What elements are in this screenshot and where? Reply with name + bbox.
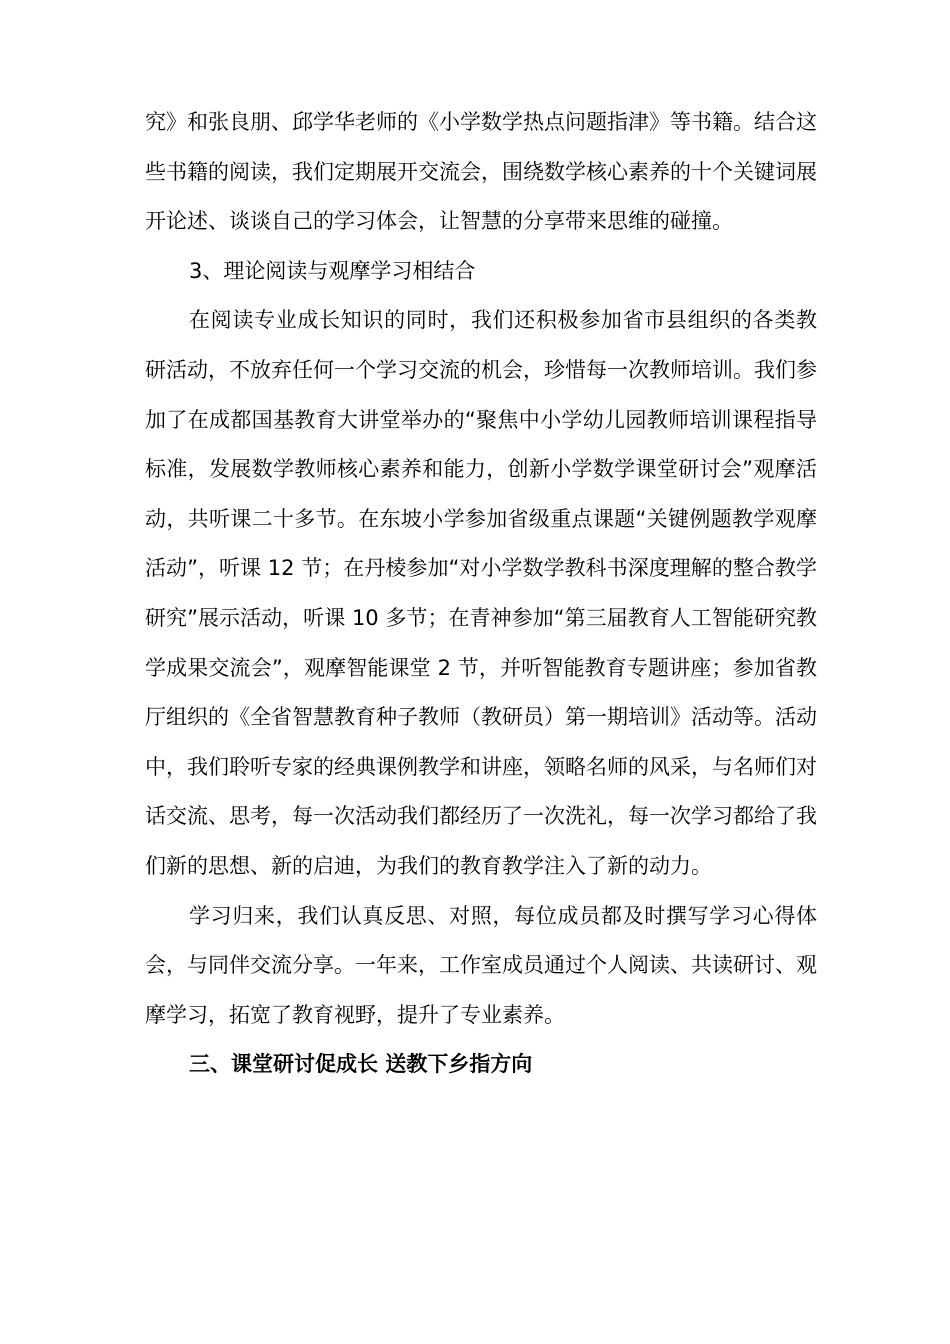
document-page bbox=[145, 98, 817, 1090]
paragraph-reading-exchange: 究》和张良朋、邱学华老师的《小学数学热点问题指津》等书籍。结合这些书籍的阅读，我们定期展开交流会，围绕数学核心素养的十个关键词展开论述、谈谈自己的学习体会，让智慧的分享带来思维的碰撞。 bbox=[145, 110, 817, 234]
subheading-theory-and-observation: 3、理论阅读与观摩学习相结合 bbox=[189, 258, 476, 283]
paragraph-reflection-sharing: 学习归来，我们认真反思、对照，每位成员都及时撰写学习心得体会，与同伴交流分享。一年来，工作室成员通过个人阅读、共读研讨、观摩学习，拓宽了教育视野，提升了专业素养。 bbox=[145, 903, 817, 1027]
paragraph-teaching-research-activities: 在阅读专业成长知识的同时，我们还积极参加省市县组织的各类教研活动，不放弃任何一个学习交流的机会，珍惜每一次教师培训。我们参加了在成都国基教育大讲堂举办的“聚焦中小学幼儿园教师培训课程指导标准，发展数学教师核心素养和能力，创新小学数学课堂研讨会”观摩活动，共听课二十多节。在东坡小学参加省级重点课题“关键例题教学观摩活动”，听课 12 节；在丹棱参加“对小学数学教科书深度理解的整合教学研究”展示活动，听课 10 多节；在青神参加“第三届教育人工智能研究教学成果交流会”，观摩智能课堂 2 节，并听智能教育专题讲座；参加省教厅组织的《全省智慧教育种子教师（教研员）第一期培训》活动等。活动中，我们聆听专家的经典课例教学和讲座，领略名师的风采，与名师们对话交流、思考，每一次活动我们都经历了一次洗礼，每一次学习都给了我们新的思想、新的启迪，为我们的教育教学注入了新的动力。 bbox=[145, 308, 817, 878]
section-heading-classroom-research: 三、课堂研讨促成长 送教下乡指方向 bbox=[189, 1052, 533, 1077]
